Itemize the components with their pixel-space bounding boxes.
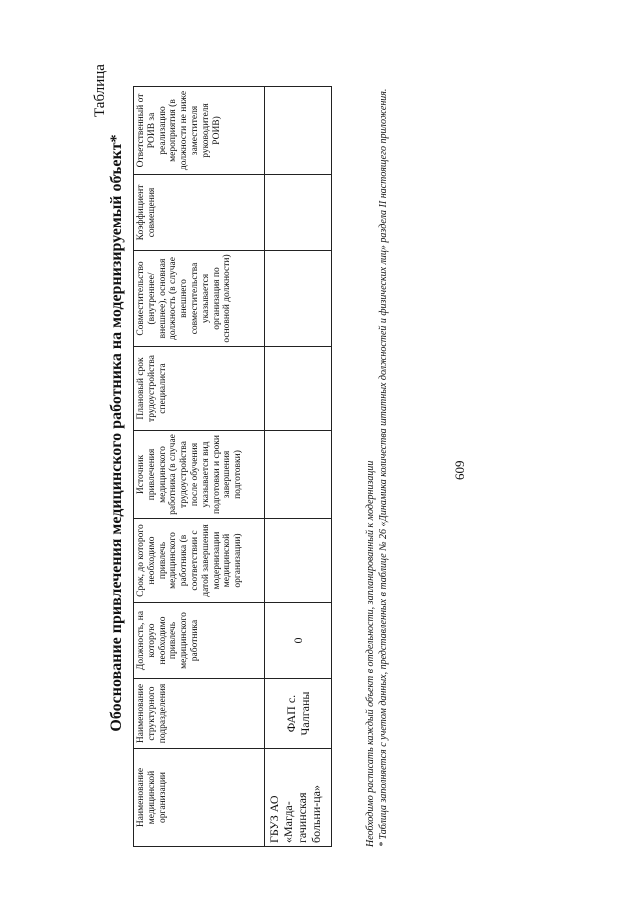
header-cell: Ответственный от РОИВ за реализацию мероприятия (в должности не ниже заместителя руководителя РОИВ) (134, 87, 265, 175)
position-cell: 0 (265, 603, 332, 679)
header-cell: Срок, до которого необходимо привлечь медицинского работника (в соответствии с датой завершения модернизации медицинской организации) (134, 519, 265, 603)
deadline-cell (265, 519, 332, 603)
justification-table (133, 86, 332, 847)
header-cell: Наименование структурного подразделения (134, 679, 265, 749)
subdivision-cell: ФАП с. Чалганы (265, 679, 332, 749)
header-cell: Совместительство (внутреннее/ внешнее), основная должность (в случае внешнего совместительства указывается организация по основной должности) (134, 251, 265, 347)
header-cell: Источник привлечения медицинского работника (в случае трудоустройства после обучения указывается вид подготовки и сроки завершения подготовки) (134, 431, 265, 519)
organization-cell: ГБУЗ АО «Магда-гачинская больни-ца» (265, 749, 332, 847)
page-number: 609 (452, 460, 467, 480)
source-cell (265, 431, 332, 519)
planned-date-cell (265, 347, 332, 431)
header-cell: Плановый срок трудоустройства специалиста (134, 347, 265, 431)
responsible-cell (265, 87, 332, 175)
header-cell: Наименование медицинской организации (134, 749, 265, 847)
coefficient-cell (265, 175, 332, 251)
header-cell: Коэффициент совмещения (134, 175, 265, 251)
combination-cell (265, 251, 332, 347)
footnote-asterisk: * Таблица заполняется с учетом данных, представленных в таблице № 26 «Динамика количества штатных должностей и физических лиц» раздела II настоящего приложения. (378, 88, 389, 847)
table-label: Таблица (92, 64, 108, 117)
footnote-note: Необходимо расписать каждый объект в отдельности, запланированный к модернизации (365, 460, 376, 847)
page-title: Обоснование привлечения медицинского работника на модернизируемый объект* (108, 134, 125, 732)
header-cell: Должность, на которую необходимо привлечь медицинского работника (134, 603, 265, 679)
table-header-row (134, 87, 265, 847)
table-row (265, 87, 332, 847)
